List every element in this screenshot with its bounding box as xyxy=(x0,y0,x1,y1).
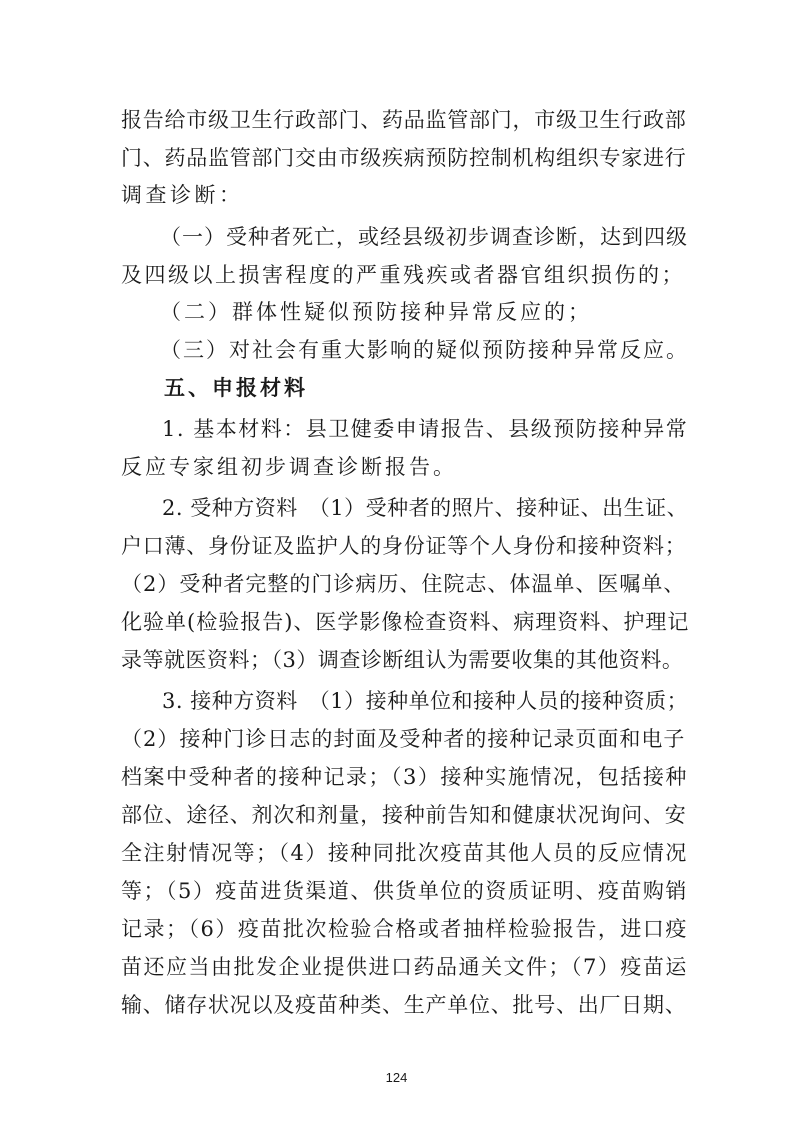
text-line: （一）受种者死亡，或经县级初步调查诊断，达到四级 xyxy=(160,225,688,249)
text-line: 1. 基本材料：县卫健委申请报告、县级预防接种异常 xyxy=(162,417,689,441)
text-line: 2. 受种方资料 （1）受种者的照片、接种证、出生证、 xyxy=(162,496,689,520)
text-line: 等；（5）疫苗进货渠道、供货单位的资质证明、疫苗购销 xyxy=(121,879,688,903)
text-line: 户口薄、身份证及监护人的身份证等个人身份和接种资料； xyxy=(121,534,687,558)
text-line: （2）受种者完整的门诊病历、住院志、体温单、医嘱单、 xyxy=(121,572,686,596)
text-line: 3. 接种方资料 （1）接种单位和接种人员的接种资质； xyxy=(162,689,689,713)
text-line: 部位、途径、剂次和剂量，接种前告知和健康状况询问、安 xyxy=(121,803,687,827)
text-line: 录等就医资料；（3）调查诊断组认为需要收集的其他资料。 xyxy=(121,648,684,672)
page-number: 124 xyxy=(385,1070,408,1085)
text-line: （三）对社会有重大影响的疑似预防接种异常反应。 xyxy=(160,338,689,362)
text-line: 报告给市级卫生行政部门、药品监管部门，市级卫生行政部 xyxy=(121,108,687,132)
text-line: 门、药品监管部门交由市级疾病预防控制机构组织专家进行 xyxy=(121,146,687,170)
text-line: 全注射情况等；（4）接种同批次疫苗其他人员的反应情况 xyxy=(121,841,688,865)
text-line: 档案中受种者的接种记录；（3）接种实施情况，包括接种 xyxy=(121,765,688,789)
text-line: 化验单(检验报告)、医学影像检查资料、病理资料、护理记 xyxy=(121,610,690,634)
section-heading: 五、申报材料 xyxy=(164,376,308,400)
text-line: 调查诊断： xyxy=(121,183,244,207)
text-line: 反应专家组初步调查诊断报告。 xyxy=(121,455,457,479)
text-line: 及四级以上损害程度的严重残疾或者器官组织损伤的； xyxy=(121,263,685,287)
text-line: （二）群体性疑似预防接种异常反应的； xyxy=(160,300,592,324)
text-line: 苗还应当由批发企业提供进口药品通关文件；（7）疫苗运 xyxy=(121,955,688,979)
text-line: 输、储存状况以及疫苗种类、生产单位、批号、出厂日期、 xyxy=(121,993,687,1017)
text-line: （2）接种门诊日志的封面及受种者的接种记录页面和电子 xyxy=(121,727,686,751)
text-line: 记录；（6）疫苗批次检验合格或者抽样检验报告，进口疫 xyxy=(121,917,688,941)
